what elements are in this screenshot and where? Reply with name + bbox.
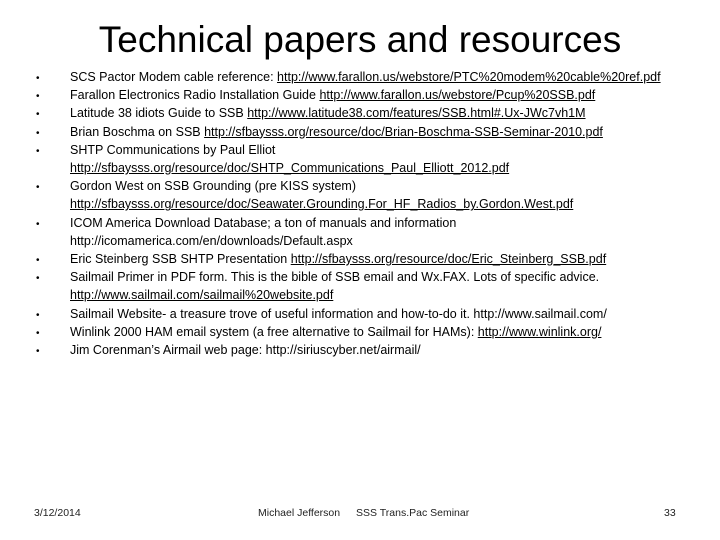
- bullet-icon: [36, 86, 46, 106]
- bullet-icon: [36, 177, 46, 197]
- item-link[interactable]: http://www.winlink.org/: [477, 324, 602, 339]
- item-text: SHTP Communications by Paul Elliot: [70, 142, 276, 157]
- list-item: [36, 86, 706, 104]
- item-text: Sailmail Primer in PDF form. This is the bible of SSB email and Wx.FAX. Lots of specific advice.: [70, 270, 600, 285]
- list-item: [36, 341, 706, 359]
- item-text: Latitude 38 idiots Guide to SSB: [70, 106, 248, 121]
- item-link[interactable]: http://sfbaysss.org/resource/doc/SHTP_Communications_Paul_Elliott_2012.pdf: [70, 161, 510, 176]
- list-item: [36, 123, 706, 141]
- list-item: [36, 250, 706, 268]
- list-item: [36, 177, 706, 213]
- item-text: Farallon Electronics Radio Installation Guide: [70, 88, 320, 103]
- bullet-icon: [36, 214, 46, 234]
- list-item: [36, 268, 706, 304]
- bullet-icon: [36, 250, 46, 270]
- slide-number: 33: [664, 507, 676, 519]
- bullet-icon: [36, 305, 46, 325]
- bullet-icon: [36, 68, 46, 88]
- item-link[interactable]: http://sfbaysss.org/resource/doc/Brian-Boschma-SSB-Seminar-2010.pdf: [204, 124, 603, 139]
- item-text: Jim Corenman’s Airmail web page: http://siriuscyber.net/airmail/: [70, 343, 421, 358]
- slide-title: Technical papers and resources: [98, 19, 622, 60]
- list-item: [36, 104, 706, 122]
- list-item: [36, 68, 706, 86]
- item-text: ICOM America Download Database; a ton of manuals and information http://icomamerica.com/en/downloads/Default.aspx: [70, 215, 457, 248]
- item-text: Winlink 2000 HAM email system (a free alternative to Sailmail for HAMs):: [70, 324, 478, 339]
- item-link[interactable]: http://www.farallon.us/webstore/Pcup%20SSB.pdf: [319, 88, 596, 103]
- item-text: Brian Boschma on SSB: [70, 124, 205, 139]
- list-item: [36, 141, 706, 177]
- item-text: Eric Steinberg SSB SHTP Presentation: [70, 252, 291, 267]
- item-link[interactable]: http://www.latitude38.com/features/SSB.html#.Ux-JWc7vh1M: [247, 106, 586, 121]
- item-link[interactable]: http://www.sailmail.com/sailmail%20website.pdf: [70, 288, 334, 303]
- item-text: SCS Pactor Modem cable reference:: [70, 70, 278, 84]
- footer-date: 3/12/2014: [34, 507, 81, 519]
- item-link[interactable]: http://sfbaysss.org/resource/doc/Eric_Steinberg_SSB.pdf: [290, 252, 607, 267]
- list-item: [36, 305, 706, 323]
- resource-list: [36, 68, 706, 359]
- bullet-icon: [36, 123, 46, 143]
- bullet-icon: [36, 141, 46, 161]
- item-link[interactable]: http://www.farallon.us/webstore/PTC%20modem%20cable%20ref.pdf: [277, 70, 661, 84]
- bullet-icon: [36, 323, 46, 343]
- item-text: Gordon West on SSB Grounding (pre KISS system): [70, 179, 357, 194]
- bullet-icon: [36, 268, 46, 288]
- footer-author: Michael Jefferson: [258, 507, 341, 519]
- list-item: [36, 214, 706, 250]
- bullet-icon: [36, 104, 46, 124]
- item-link[interactable]: http://sfbaysss.org/resource/doc/Seawater.Grounding.For_HF_Radios_by.Gordon.West.pdf: [70, 197, 574, 212]
- footer-event: SSS Trans.Pac Seminar: [356, 507, 470, 519]
- item-text: Sailmail Website- a treasure trove of useful information and how-to-do it. http://www.sailmail.com/: [70, 306, 607, 321]
- bullet-icon: [36, 341, 46, 361]
- list-item: [36, 323, 706, 341]
